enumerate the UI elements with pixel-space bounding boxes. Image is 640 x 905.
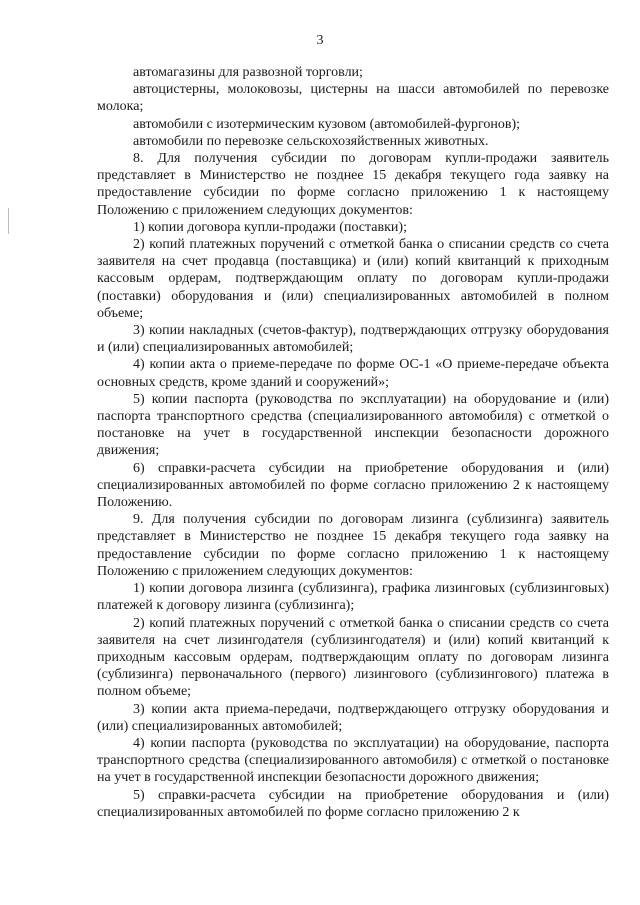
- list-item-livestock: автомобили по перевозке сельскохозяйственных животных.: [133, 133, 489, 149]
- clause-9-item-3: 3) копии акта приема-передачи, подтверждающего отгрузку оборудования и (или) специализированных автомобилей;: [97, 701, 609, 734]
- page-number: 3: [316, 33, 324, 48]
- clause-8-item-6: 6) справки-расчета субсидии на приобретение оборудования и (или) специализированных автомобилей по форме согласно приложению 2 к настоящему Положению.: [97, 460, 609, 511]
- list-item-auto-shops: автомагазины для развозной торговли;: [133, 65, 363, 80]
- scan-margin-mark: [8, 208, 9, 234]
- clause-9: 9. Для получения субсидии по договорам лизинга (сублизинга) заявитель представляет в Министерство не позднее 15 декабря текущего года заявку на предоставление субсидии по форме согласно приложению 1 к настоящему Положению с приложением следующих документов:: [97, 512, 609, 579]
- clause-8-item-5: 5) копии паспорта (руководства по эксплуатации) на оборудование и (или) паспорта транспортного средства (специализированного автомобиля) с отметкой о постановке на учет в государственной инспекции безопасности дорожного движения;: [97, 391, 609, 459]
- clause-9-item-2: 2) копий платежных поручений с отметкой банка о списании средств со счета заявителя на счет лизингодателя (сублизингодателя) и (или) копий квитанций к приходным кассовым ордерам, подтверждающим оплату по договорам лизинга (сублизинга) первоначального (первого) лизингового (сублизингового) платежа в полном объеме;: [97, 615, 609, 700]
- clause-8-item-3: 3) копии накладных (счетов-фактур), подтверждающих отгрузку оборудования и (или) специализированных автомобилей;: [97, 323, 609, 356]
- clause-8-item-1: 1) копии договора купли-продажи (поставки);: [133, 219, 407, 235]
- list-item-tankers: автоцистерны, молоковозы, цистерны на шасси автомобилей по перевозке молока;: [97, 82, 609, 115]
- clause-9-item-5: 5) справки-расчета субсидии на приобретение оборудования и (или) специализированных автомобилей по форме согласно приложению 2 к: [97, 787, 609, 820]
- clause-9-item-1: 1) копии договора лизинга (сублизинга), графика лизинговых (сублизинговых) платежей к договору лизинга (сублизинга);: [97, 581, 609, 614]
- clause-8-item-2: 2) копий платежных поручений с отметкой банка о списании средств со счета заявителя на счет продавца (поставщика) и (или) копий квитанций к приходным кассовым ордерам, подтверждающим оплату по договорам купли-продажи (поставки) оборудования и (или) специализированных автомобилей в полном объеме;: [97, 237, 609, 321]
- clause-8-item-4: 4) копии акта о приеме-передаче по форме ОС-1 «О приеме-передаче объекта основных средств, кроме зданий и сооружений»;: [97, 357, 609, 390]
- list-item-isothermal: автомобили с изотермическим кузовом (автомобилей-фургонов);: [133, 116, 521, 132]
- clause-8: 8. Для получения субсидии по договорам купли-продажи заявитель представляет в Министерство не позднее 15 декабря текущего года заявку на предоставление субсидии по форме согласно приложению 1 к настоящему Положению с приложением следующих документов:: [97, 151, 609, 218]
- clause-9-item-4: 4) копии паспорта (руководства по эксплуатации) на оборудование, паспорта транспортного средства (специализированного автомобиля) с отметкой о постановке на учет в государственной инспекции безопасности дорожного движения;: [97, 735, 609, 786]
- document-body: [97, 64, 609, 821]
